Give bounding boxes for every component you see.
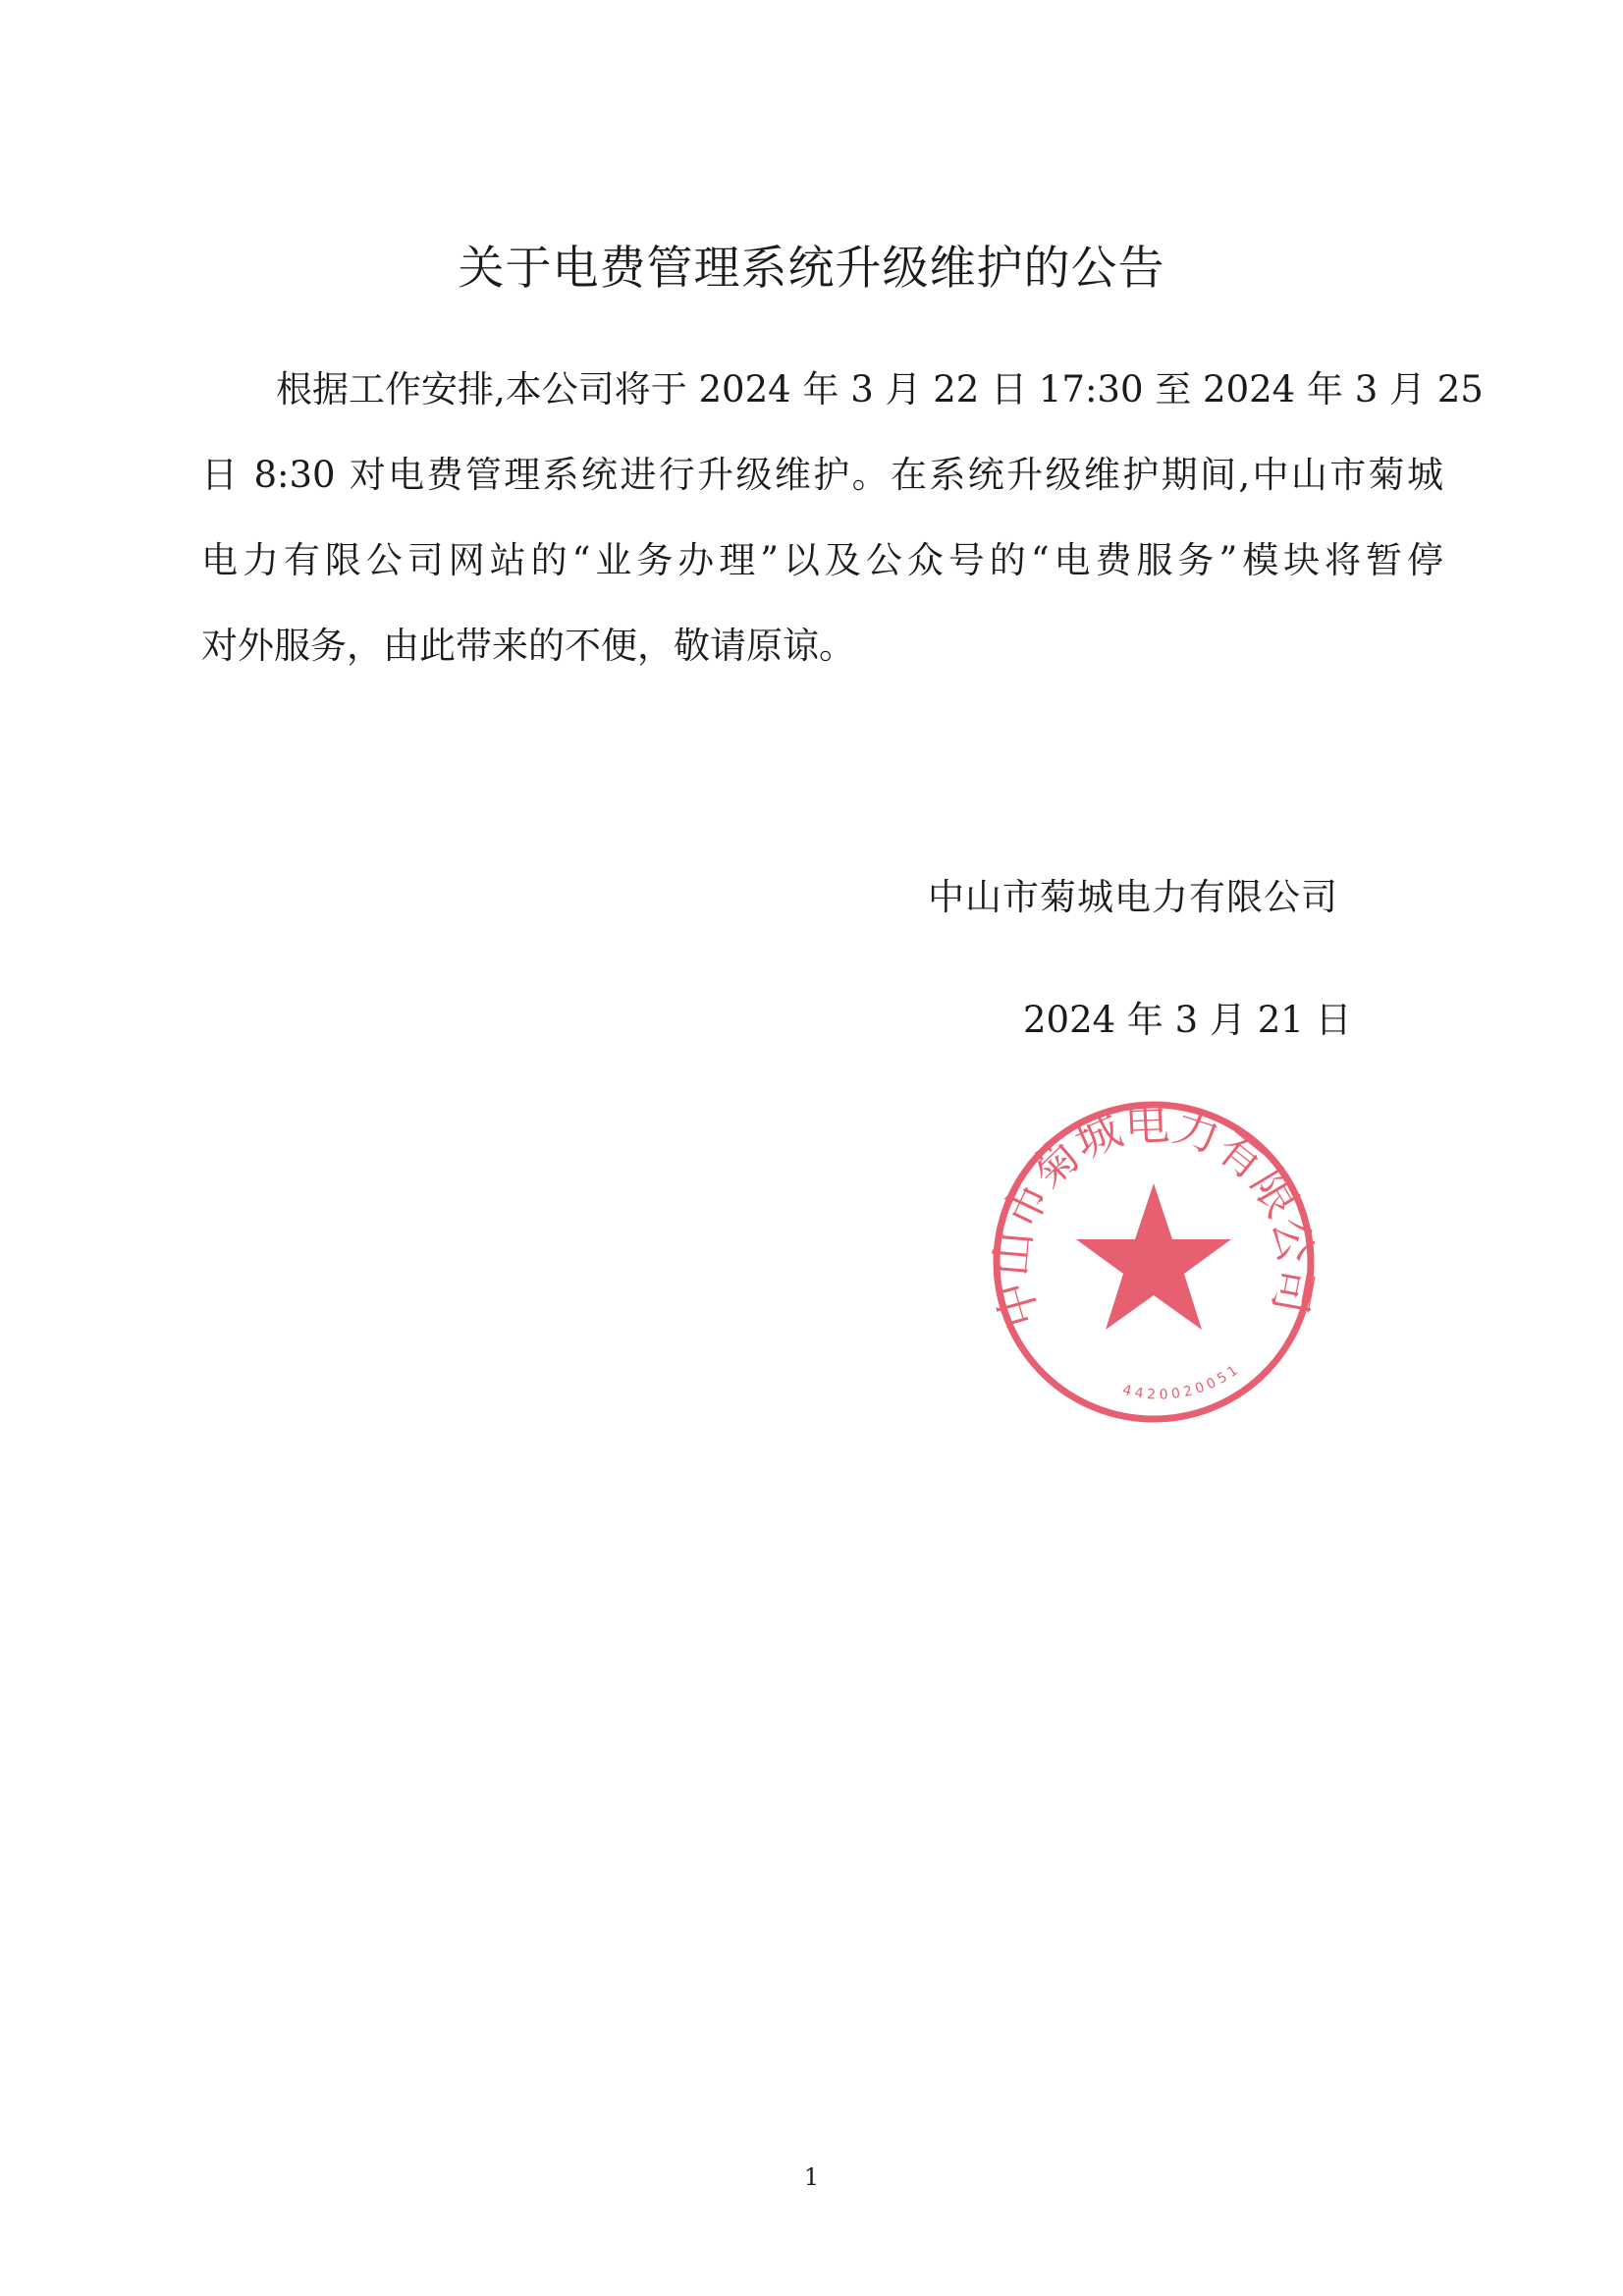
document-title: 关于电费管理系统升级维护的公告 (458, 242, 1165, 296)
signature-company: 中山市菊城电力有限公司 (928, 876, 1338, 918)
body-line-2: 日 8:30 对电费管理系统进行升级维护。在系统升级维护期间,中山市菊城 (201, 454, 1443, 496)
body-line-3: 电力有限公司网站的“业务办理”以及公众号的“电费服务”模块将暂停 (201, 539, 1443, 581)
signature-date: 2024 年 3 月 21 日 (1023, 999, 1352, 1041)
body-line-4: 对外服务，由此带来的不便，敬请原谅。 (201, 625, 855, 667)
body-line-1: 根据工作安排,本公司将于 2024 年 3 月 22 日 17:30 至 2024 年 3 月 25 (276, 368, 1484, 410)
company-seal-stamp (982, 1090, 1325, 1434)
page-number: 1 (803, 2163, 820, 2191)
stamp-text: 中山市菊城电力有限公司 (984, 1096, 1324, 1334)
stamp-code: 4420020051 (1120, 1360, 1245, 1403)
stamp-star-icon (1076, 1183, 1231, 1330)
